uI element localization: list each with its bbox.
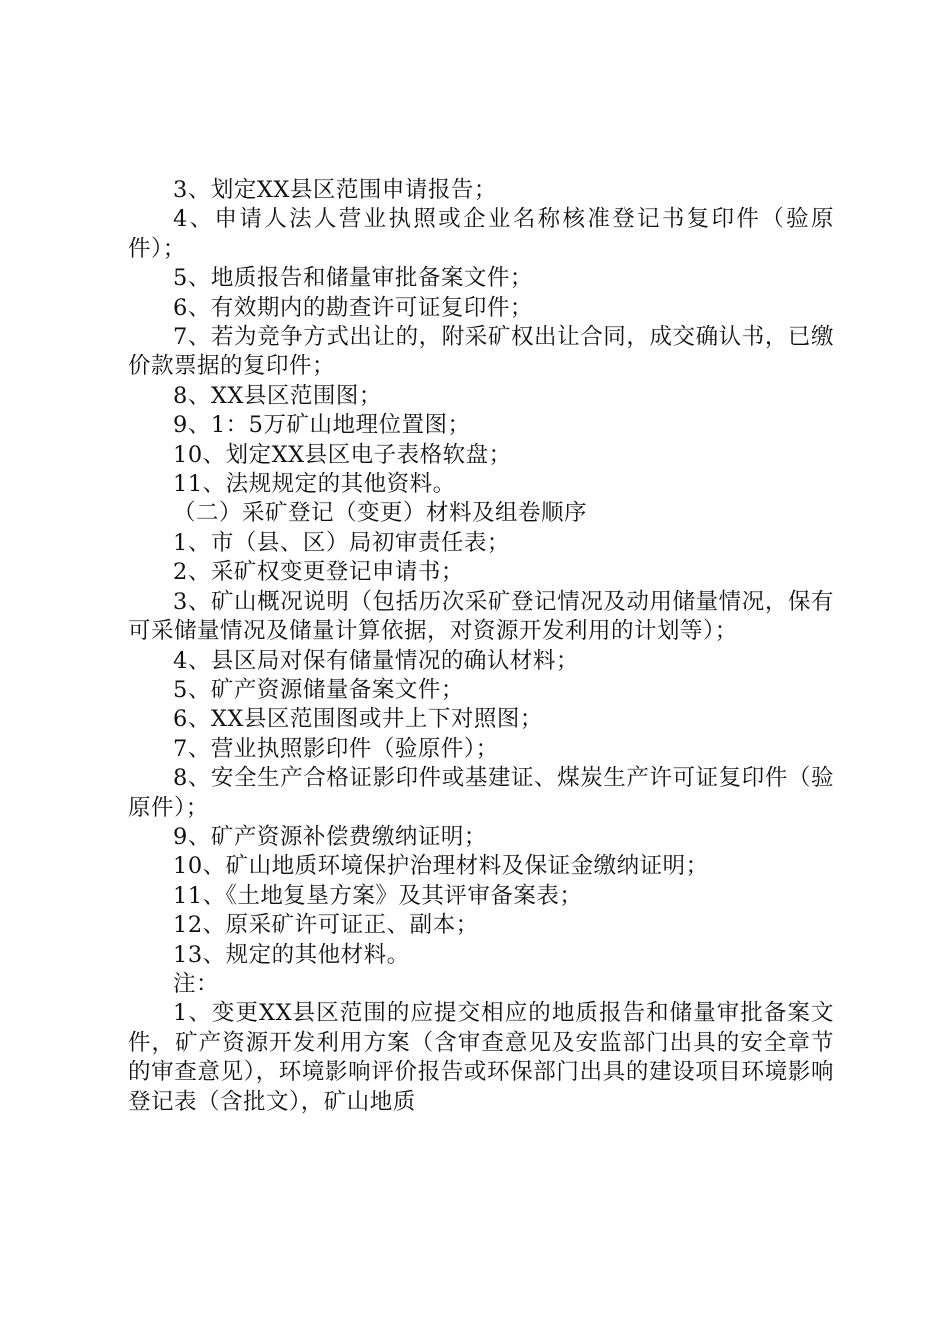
list-item: 8、安全生产合格证影印件或基建证、煤炭生产许可证复印件（验原件）； — [128, 765, 834, 821]
list-item: 12、原采矿许可证正、副本； — [173, 912, 479, 939]
list-item: 4、申请人法人营业执照或企业名称核准登记书复印件（验原件）； — [128, 206, 834, 262]
list-item: 7、若为竞争方式出让的，附采矿权出让合同，成交确认书，已缴价款票据的复印件； — [128, 324, 834, 380]
list-item: 7、营业执照影印件（验原件）； — [173, 735, 499, 762]
list-item: 2、采矿权变更登记申请书； — [173, 559, 464, 586]
list-item: 3、矿山概况说明（包括历次采矿登记情况及动用储量情况，保有可采储量情况及储量计算依据，对资源开发利用的计划等）； — [128, 588, 834, 645]
note-label: 注： — [173, 970, 220, 997]
list-item: 11、《土地复垦方案》及其评审备案表； — [173, 882, 583, 909]
list-item: 11、法规规定的其他资料。 — [173, 471, 456, 498]
list-item: 5、地质报告和储量审批备案文件； — [173, 265, 533, 292]
list-item: 9、矿产资源补偿费缴纳证明； — [173, 823, 487, 850]
list-item: 9、1：5万矿山地理位置图； — [173, 412, 471, 439]
list-item: 1、市（县、区）局初审责任表； — [173, 529, 510, 556]
list-item: 6、XX县区范围图或井上下对照图； — [173, 706, 543, 733]
list-item: 10、矿山地质环境保护治理材料及保证金缴纳证明； — [173, 853, 709, 880]
list-item: 4、县区局对保有储量情况的确认材料； — [173, 647, 579, 674]
list-item: 5、矿产资源储量备案文件； — [173, 676, 464, 703]
section-heading: （二）采矿登记（变更）材料及组卷顺序 — [173, 500, 588, 527]
list-item: 6、有效期内的勘查许可证复印件； — [173, 294, 533, 321]
list-item: 8、XX县区范围图； — [173, 382, 382, 409]
document-body — [128, 176, 834, 1117]
list-item: 10、划定XX县区电子表格软盘； — [173, 441, 512, 468]
note-paragraph: 1、变更XX县区范围的应提交相应的地质报告和储量审批备案文件，矿产资源开发利用方案（含审查意见及安监部门出具的安全章节的审查意见），环境影响评价报告或环保部门出具的建设项目环境影响登记表（含批文），矿山地质 — [128, 1000, 834, 1115]
list-item: 3、划定XX县区范围申请报告； — [173, 177, 497, 203]
list-item: 13、规定的其他材料。 — [173, 941, 410, 968]
